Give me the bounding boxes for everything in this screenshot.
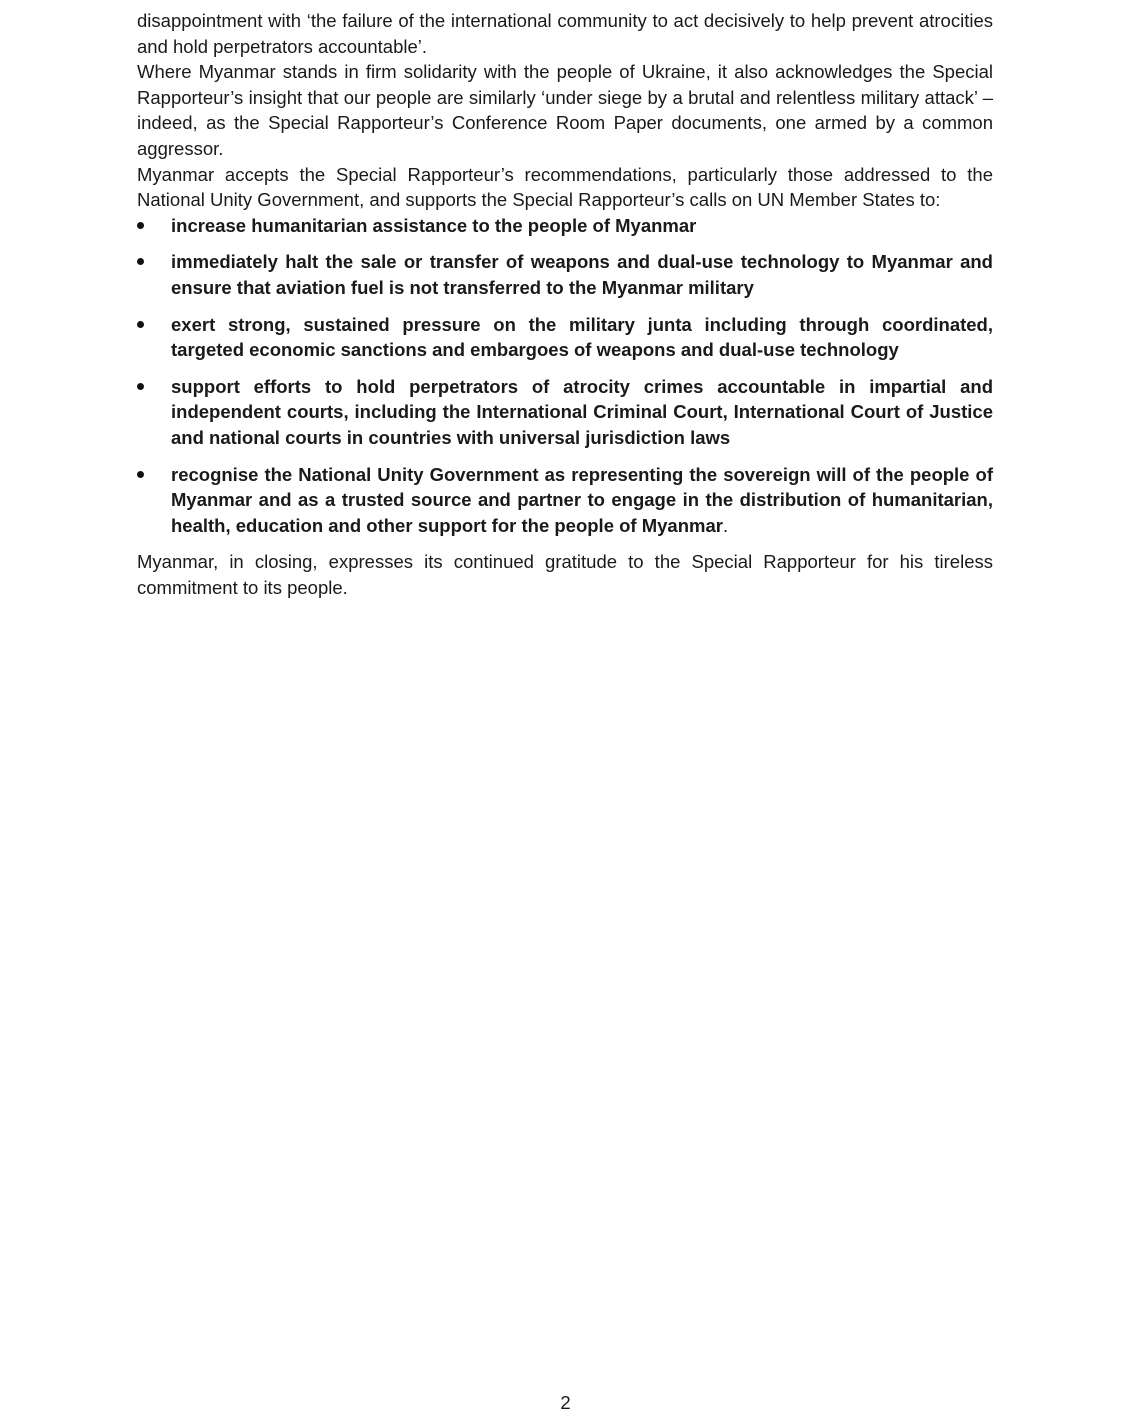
- paragraph-recommendations-intro: Myanmar accepts the Special Rapporteur’s recommendations, particularly those addressed to the National Unity Government, and supports the Special Rapporteur’s calls on UN Member States to:: [137, 163, 993, 211]
- paragraph-failure-quote: disappointment with ‘the failure of the international community to act decisively to help prevent atrocities and hold perpetrators accountable’.: [137, 10, 993, 57]
- recommendation-text: exert strong, sustained pressure on the military junta including through coordinated, targeted economic sanctions and embargoes of weapons and dual-use technology: [171, 313, 993, 361]
- paragraph-ukraine-solidarity: Where Myanmar stands in firm solidarity with the people of Ukraine, it also acknowledges the Special Rapporteur’s insight that our people are similarly ‘under siege by a brutal and relentless military attack’ – indeed, as the Special Rapporteur’s Conference Room Paper documents, one armed by a common aggressor.: [137, 61, 993, 159]
- list-item: [137, 249, 993, 300]
- list-item: [137, 312, 993, 363]
- recommendations-list: [137, 213, 993, 539]
- recommendation-text: increase humanitarian assistance to the people of Myanmar: [171, 214, 697, 236]
- recommendation-text: recognise the National Unity Government as representing the sovereign will of the people of Myanmar and as a trusted source and partner to engage in the distribution of humanitarian, health, education and other support for the people of Myanmar: [171, 463, 993, 536]
- list-item: [137, 374, 993, 451]
- recommendation-end-punctuation: .: [722, 514, 729, 536]
- list-item: [137, 462, 993, 539]
- list-item: [137, 213, 993, 239]
- document-page: [137, 8, 993, 600]
- page-number: 2: [560, 1392, 571, 1413]
- recommendation-text: support efforts to hold perpetrators of atrocity crimes accountable in impartial and independent courts, including the International Criminal Court, International Court of Justice and national courts in countries with universal jurisdiction laws: [171, 375, 993, 448]
- paragraph-closing: Myanmar, in closing, expresses its continued gratitude to the Special Rapporteur for his tireless commitment to its people.: [137, 551, 993, 598]
- recommendation-text: immediately halt the sale or transfer of weapons and dual-use technology to Myanmar and ensure that aviation fuel is not transferred to the Myanmar military: [171, 251, 993, 298]
